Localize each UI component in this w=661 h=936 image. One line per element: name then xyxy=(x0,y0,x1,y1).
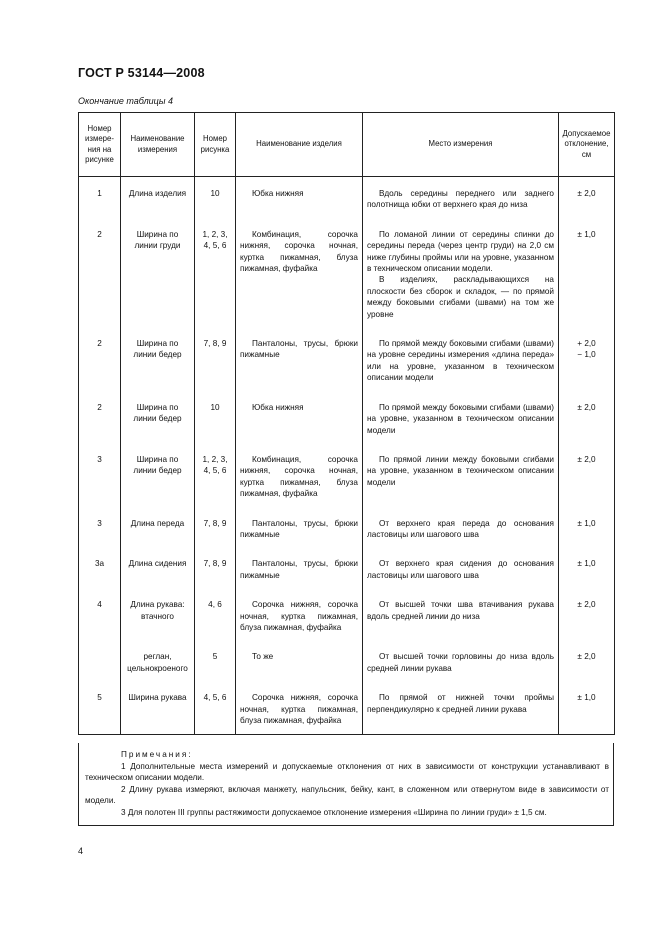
measurement-name-text: Ширина рукава xyxy=(128,693,187,703)
cell-item-name xyxy=(236,223,363,332)
cell-item-name xyxy=(236,396,363,448)
table-row xyxy=(79,552,615,593)
notes-title: Примечания: xyxy=(121,750,193,759)
table-row xyxy=(79,396,615,448)
note-item: 1 Дополнительные места измерений и допускаемые отклонения от них в зависимости от конструкции устанавливают в техническом описании модели. xyxy=(85,761,609,783)
header-item-name: Наименование изделия xyxy=(236,113,363,177)
table-row xyxy=(79,593,615,645)
cell-measurement-number: 2 xyxy=(79,396,121,448)
cell-measurement-place xyxy=(363,645,559,686)
measurement-name-text: Длина рукава: xyxy=(130,600,185,610)
cell-figure-number: 7, 8, 9 xyxy=(195,552,236,593)
cell-measurement-name xyxy=(121,448,195,512)
measurement-subtype-text: втачного xyxy=(141,611,174,621)
notes-block xyxy=(78,743,614,826)
cell-measurement-place xyxy=(363,448,559,512)
table-header-row xyxy=(79,113,615,177)
cell-tolerance: ± 1,0 xyxy=(559,223,615,332)
cell-item-name xyxy=(236,332,363,396)
table-row xyxy=(79,448,615,512)
note-item: 2 Длину рукава измеряют, включая манжету, напульсник, бейку, кант, в сложенном или отвернутом виде в зависимости от модели. xyxy=(85,784,609,806)
measurement-name-text: Ширина по линии бедер xyxy=(133,339,182,360)
measurement-place-text: От высшей точки горловины до низа вдоль средней линии рукава xyxy=(367,652,554,673)
cell-item-name xyxy=(236,593,363,645)
table-row xyxy=(79,686,615,735)
measurement-name-text: Длина изделия xyxy=(128,189,187,198)
document-title: ГОСТ Р 53144—2008 xyxy=(78,66,205,80)
page-number: 4 xyxy=(78,846,84,856)
item-name-text: Комбинация, сорочка нижняя, сорочка ночная, куртка пижамная, блуза пижамная, фуфайка xyxy=(240,229,358,274)
cell-measurement-number xyxy=(79,645,121,686)
note-item: 3 Для полотен III группы растяжимости допускаемое отклонение измерения «Ширина по линии груди» ± 1,5 см. xyxy=(121,807,547,817)
cell-figure-number: 4, 6 xyxy=(195,593,236,645)
table-row xyxy=(79,223,615,332)
cell-tolerance: ± 1,0 xyxy=(559,686,615,735)
cell-measurement-name xyxy=(121,512,195,553)
cell-tolerance: ± 2,0 xyxy=(559,448,615,512)
cell-measurement-name xyxy=(121,332,195,396)
cell-item-name xyxy=(236,448,363,512)
cell-measurement-name xyxy=(121,182,195,223)
measurement-name-text: Ширина по линии груди xyxy=(134,229,181,251)
measurement-place-text: Вдоль середины переднего или заднего полотнища юбки от верхнего края до низа xyxy=(367,189,554,210)
cell-item-name xyxy=(236,552,363,593)
cell-measurement-name xyxy=(121,645,195,686)
item-name-text: Панталоны, трусы, брюки пижамные xyxy=(240,559,358,580)
cell-measurement-place xyxy=(363,512,559,553)
cell-measurement-place xyxy=(363,182,559,223)
cell-measurement-number: 4 xyxy=(79,593,121,645)
cell-figure-number: 7, 8, 9 xyxy=(195,332,236,396)
measurement-place-text: От верхнего края сидения до основания ластовицы или шагового шва xyxy=(367,559,554,580)
cell-measurement-number: 1 xyxy=(79,182,121,223)
cell-measurement-number: 3 xyxy=(79,512,121,553)
cell-item-name xyxy=(236,645,363,686)
item-name-text: Комбинация, сорочка нижняя, сорочка ночная, куртка пижамная, блуза пижамная, фуфайка xyxy=(240,454,358,499)
measurement-place-text: По прямой между боковыми сгибами (швами) на уровне, указанном в техническом описании модели xyxy=(367,402,554,435)
measurement-place-text: По ломаной линии от середины спинки до середины переда (через центр груди) на 2,0 см ниже глубины проймы или на уровне, указанном в техническом описании модели. xyxy=(367,229,554,274)
cell-measurement-number: 5 xyxy=(79,686,121,735)
item-name-text: Сорочка нижняя, сорочка ночная, куртка пижамная, блуза пижамная, фуфайка xyxy=(240,600,358,632)
table-row xyxy=(79,182,615,223)
header-measurement-name: Наименование измерения xyxy=(121,113,195,177)
cell-figure-number: 10 xyxy=(195,396,236,448)
measurements-table xyxy=(78,112,615,735)
item-name-text: Юбка нижняя xyxy=(252,402,304,412)
table-row xyxy=(79,332,615,396)
measurement-name-text: Длина переда xyxy=(130,518,185,528)
cell-measurement-place xyxy=(363,396,559,448)
cell-figure-number: 5 xyxy=(195,645,236,686)
cell-measurement-name xyxy=(121,593,195,645)
cell-measurement-number: 3а xyxy=(79,552,121,593)
measurement-place-text: От высшей точки шва втачивания рукава вдоль средней линии до низа xyxy=(367,600,554,621)
measurement-place-text: По прямой от нижней точки проймы перпендикулярно к средней линии рукава xyxy=(367,693,554,714)
cell-measurement-number: 2 xyxy=(79,223,121,332)
measurement-name-text: Ширина по линии бедер xyxy=(133,454,182,476)
cell-tolerance: ± 2,0 xyxy=(559,182,615,223)
cell-figure-number: 1, 2, 3, 4, 5, 6 xyxy=(195,223,236,332)
measurement-name-text: Длина сидения xyxy=(128,559,187,569)
item-name-text: Юбка нижняя xyxy=(252,189,304,198)
table-row xyxy=(79,512,615,553)
cell-tolerance: ± 1,0 xyxy=(559,512,615,553)
cell-measurement-name xyxy=(121,223,195,332)
cell-item-name xyxy=(236,182,363,223)
item-name-text: Панталоны, трусы, брюки пижамные xyxy=(240,339,358,360)
cell-tolerance: ± 2,0 xyxy=(559,645,615,686)
cell-figure-number: 10 xyxy=(195,182,236,223)
cell-measurement-place xyxy=(363,552,559,593)
measurement-name-text: Ширина по линии бедер xyxy=(133,402,182,424)
item-name-text: Панталоны, трусы, брюки пижамные xyxy=(240,518,358,539)
measurement-name-text: реглан, цельнокроеного xyxy=(127,652,188,673)
cell-tolerance: ± 2,0 xyxy=(559,396,615,448)
cell-measurement-name xyxy=(121,686,195,735)
cell-item-name xyxy=(236,512,363,553)
header-measurement-number: Номер измерения на рисунке xyxy=(79,113,121,177)
cell-measurement-place xyxy=(363,593,559,645)
cell-tolerance: + 2,0 − 1,0 xyxy=(559,332,615,396)
header-tolerance: Допускаемое отклонение, см xyxy=(559,113,615,177)
header-measurement-place: Место измерения xyxy=(363,113,559,177)
cell-figure-number: 4, 5, 6 xyxy=(195,686,236,735)
measurement-place-text: По прямой линии между боковыми сгибами на уровне, указанном в техническом описании модели xyxy=(367,454,554,487)
cell-measurement-place xyxy=(363,332,559,396)
cell-measurement-number: 3 xyxy=(79,448,121,512)
table-caption: Окончание таблицы 4 xyxy=(78,96,173,106)
cell-measurement-number: 2 xyxy=(79,332,121,396)
cell-tolerance: ± 1,0 xyxy=(559,552,615,593)
cell-measurement-place xyxy=(363,686,559,735)
measurement-place-text: В изделиях, раскладывающихся на плоскости без сборок и складок, — по прямой между боковыми сгибами (швами) на том же уровне xyxy=(367,275,554,319)
cell-measurement-name xyxy=(121,396,195,448)
measurement-place-text: От верхнего края переда до основания ластовицы или шагового шва xyxy=(367,518,554,539)
table-row xyxy=(79,645,615,686)
item-name-text: То же xyxy=(252,652,274,662)
header-figure-number: Номер рисунка xyxy=(195,113,236,177)
cell-tolerance: ± 2,0 xyxy=(559,593,615,645)
item-name-text: Сорочка нижняя, сорочка ночная, куртка пижамная, блуза пижамная, фуфайка xyxy=(240,693,358,725)
measurement-place-text: По прямой между боковыми сгибами (швами) на уровне середины измерения «длина переда» или на уровне, указанном в техническом описании модели xyxy=(367,339,554,383)
cell-figure-number: 1, 2, 3, 4, 5, 6 xyxy=(195,448,236,512)
cell-measurement-name xyxy=(121,552,195,593)
cell-item-name xyxy=(236,686,363,735)
cell-measurement-place xyxy=(363,223,559,332)
cell-figure-number: 7, 8, 9 xyxy=(195,512,236,553)
